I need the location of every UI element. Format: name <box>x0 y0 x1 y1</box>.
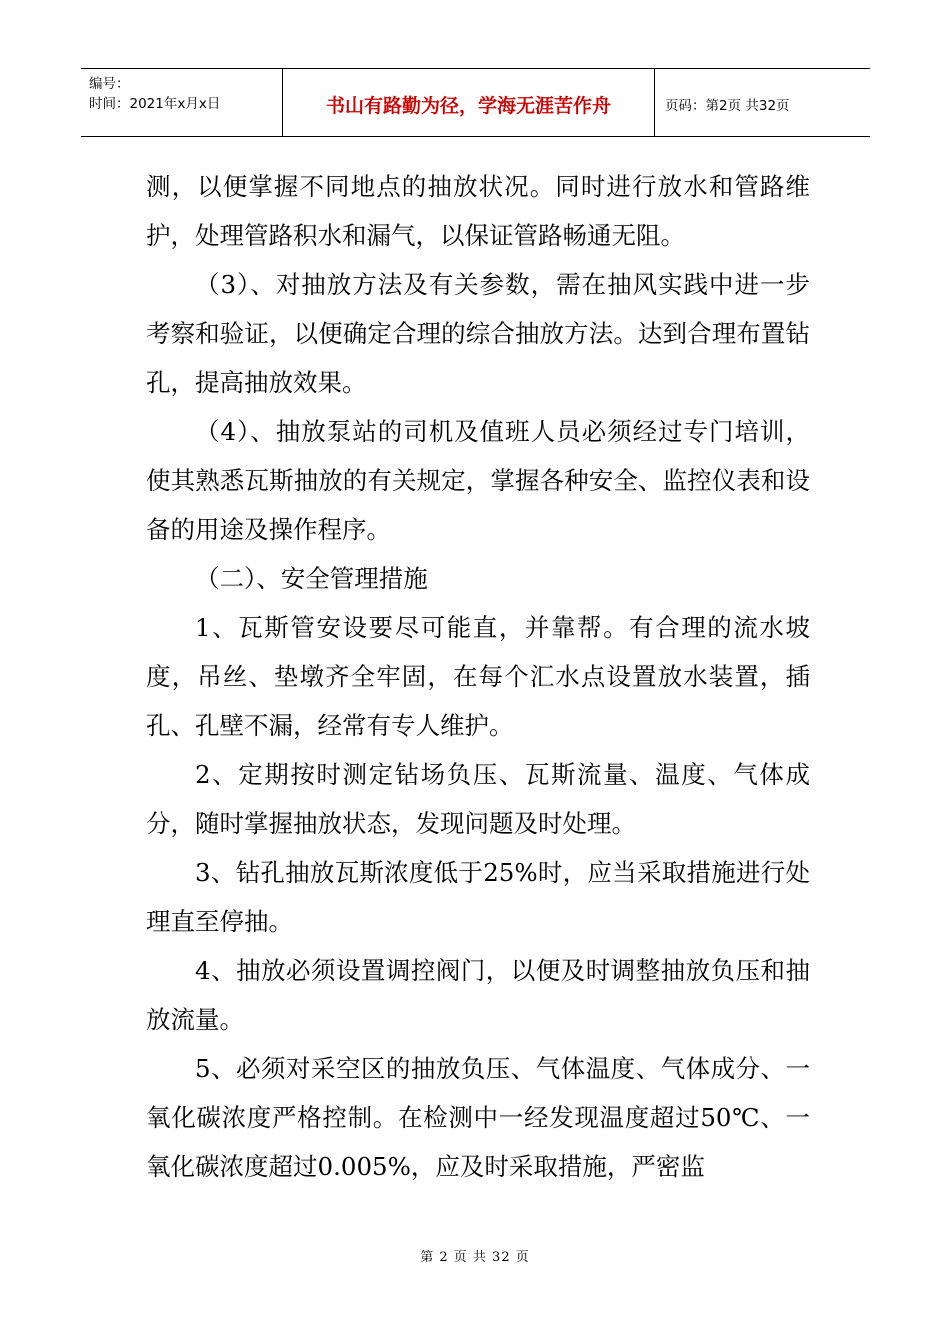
header-page-info: 页码：第2页 共32页 <box>665 98 790 114</box>
paragraph-measure-4: 4、抽放必须设置调控阀门，以便及时调整抽放负压和抽放流量。 <box>146 956 810 1034</box>
header-motto-cell <box>283 69 655 136</box>
page-footer: 第 2 页 共 32 页 <box>420 1250 530 1265</box>
paragraph-measure-3: 3、钻孔抽放瓦斯浓度低于25%时，应当采取措施进行处理直至停抽。 <box>146 858 810 936</box>
section-heading: （二）、安全管理措施 <box>195 564 428 593</box>
document-body <box>146 162 810 1191</box>
paragraph-item-3: （3）、对抽放方法及有关参数，需在抽风实践中进一步考察和验证，以便确定合理的综合抽放方法。达到合理布置钻孔，提高抽放效果。 <box>146 270 810 397</box>
header-motto: 书山有路勤为径，学海无涯苦作舟 <box>325 95 611 117</box>
header-meta-cell <box>81 69 283 136</box>
document-number-label: 编号： <box>89 76 130 92</box>
header-page-cell <box>655 69 870 136</box>
paragraph-measure-5: 5、必须对采空区的抽放负压、气体温度、气体成分、一氧化碳浓度严格控制。在检测中一经发现温度超过50℃、一氧化碳浓度超过0.005%，应及时采取措施，严密监 <box>146 1054 810 1181</box>
document-header <box>81 68 870 137</box>
paragraph-continuation: 测，以便掌握不同地点的抽放状况。同时进行放水和管路维护，处理管路积水和漏气，以保证管路畅通无阻。 <box>146 172 810 250</box>
paragraph-measure-1: 1、瓦斯管安设要尽可能直，并靠帮。有合理的流水坡度，吊丝、垫墩齐全牢固，在每个汇水点设置放水装置，插孔、孔壁不漏，经常有专人维护。 <box>146 613 810 740</box>
paragraph-item-4: （4）、抽放泵站的司机及值班人员必须经过专门培训，使其熟悉瓦斯抽放的有关规定，掌握各种安全、监控仪表和设备的用途及操作程序。 <box>146 417 810 544</box>
paragraph-measure-2: 2、定期按时测定钻场负压、瓦斯流量、温度、气体成分，随时掌握抽放状态，发现问题及时处理。 <box>146 760 810 838</box>
document-date-label: 时间：2021年x月x日 <box>89 96 221 112</box>
